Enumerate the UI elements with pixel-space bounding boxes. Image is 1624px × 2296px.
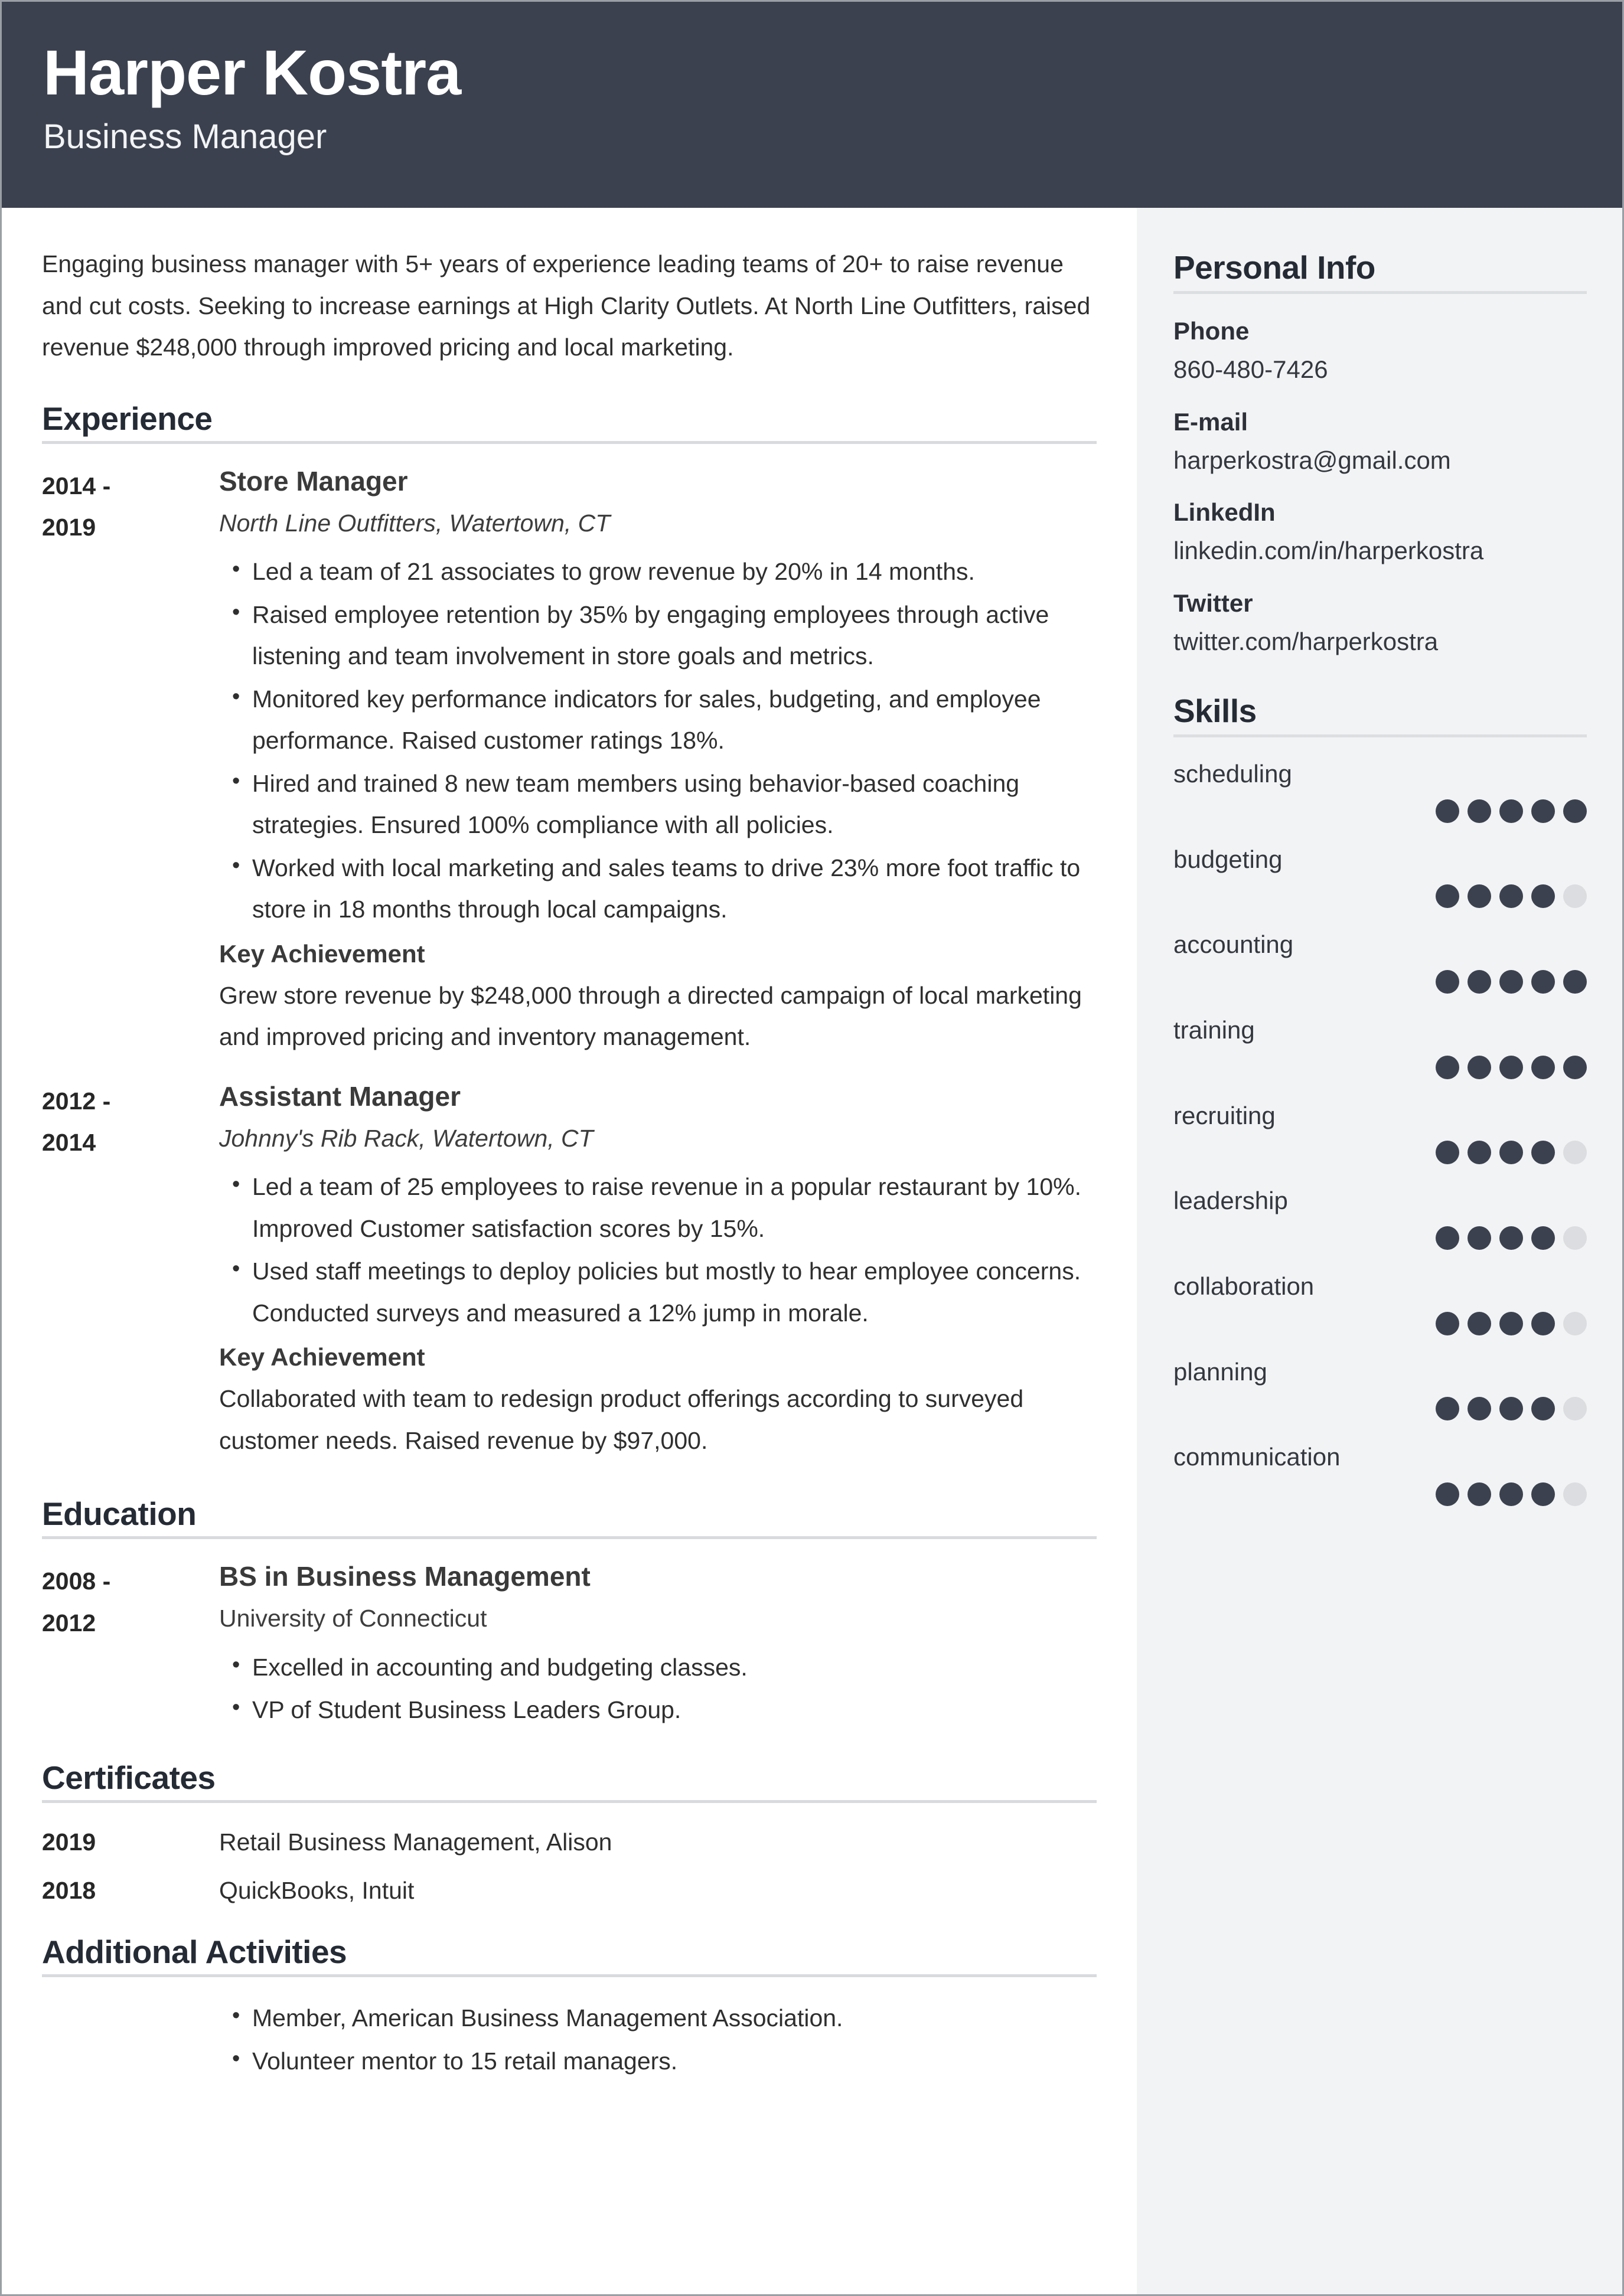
rating-dot-filled-icon [1531,1141,1555,1164]
entry-details [219,1079,1097,1472]
section-divider [42,441,1097,444]
skill-rating-dots [1173,1141,1587,1164]
rating-dot-empty-icon [1563,1397,1587,1420]
email-value[interactable]: harperkostra@gmail.com [1173,446,1451,474]
section-heading-additional-activities: Additional Activities [42,1934,347,1971]
phone-value[interactable]: 860-480-7426 [1173,355,1328,384]
skill-rating-dots [1173,1482,1587,1506]
degree-title: BS in Business Management [219,1561,591,1592]
skill-rating-dots [1173,1226,1587,1250]
section-heading-experience: Experience [42,400,213,437]
rating-dot-filled-icon [1563,799,1587,823]
section-divider [1173,291,1587,294]
resume-body [2,208,1622,2294]
entry-date-end: 2019 [42,514,96,541]
rating-dot-empty-icon [1563,1312,1587,1335]
rating-dot-filled-icon [1468,1141,1491,1164]
key-achievement-label: Key Achievement [219,1343,425,1371]
entry-date-range [42,1559,219,1644]
skill-name: collaboration [1173,1272,1315,1300]
rating-dot-filled-icon [1499,799,1523,823]
section-heading-skills: Skills [1173,692,1257,729]
skill-name: scheduling [1173,759,1292,788]
section-heading-personal-info: Personal Info [1173,249,1375,286]
skill-name: recruiting [1173,1101,1276,1129]
rating-dot-filled-icon [1468,1226,1491,1250]
skill-name: training [1173,1015,1255,1044]
candidate-job-title: Business Manager [43,117,327,156]
education-bullet-list [219,1647,1097,1731]
job-title: Store Manager [219,465,408,497]
rating-dot-filled-icon [1436,884,1459,908]
job-bullet-list [219,551,1097,930]
rating-dot-filled-icon [1468,1397,1491,1420]
personal-info-item-linkedin [1173,495,1587,569]
list-item: • Volunteer mentor to 15 retail managers. [252,2040,1097,2082]
rating-dot-filled-icon [1531,1226,1555,1250]
skill-name: leadership [1173,1187,1288,1215]
entry-date-start: 2008 - [42,1567,111,1595]
entry-date-start: 2012 - [42,1087,111,1115]
job-title: Assistant Manager [219,1080,461,1112]
info-label: Phone [1173,317,1250,345]
rating-dot-filled-icon [1563,970,1587,994]
rating-dot-filled-icon [1499,1056,1523,1079]
skill-item [1173,1356,1587,1421]
section-divider [42,1974,1097,1977]
rating-dot-filled-icon [1531,1482,1555,1506]
rating-dot-filled-icon [1468,1312,1491,1335]
entry-date-start: 2014 - [42,472,111,499]
skill-name: accounting [1173,930,1294,959]
skill-rating-dots [1173,884,1587,908]
info-label: LinkedIn [1173,498,1276,527]
skill-rating-dots [1173,1312,1587,1335]
section-certificates [42,1759,1097,1910]
rating-dot-filled-icon [1531,884,1555,908]
list-item: • Led a team of 25 employees to raise revenue in a popular restaurant by 10%. Improved Customer satisfaction scores by 15%. [252,1166,1097,1249]
rating-dot-filled-icon [1468,970,1491,994]
entry-date-end: 2014 [42,1129,96,1157]
sidebar-section-skills [1173,693,1587,1506]
main-column [2,208,1137,2294]
skills-list [1173,757,1587,1506]
entry-date-range [42,1079,219,1164]
rating-dot-filled-icon [1531,1056,1555,1079]
certificate-row [42,1823,1097,1862]
linkedin-value[interactable]: linkedin.com/in/harperkostra [1173,537,1484,565]
rating-dot-filled-icon [1531,1312,1555,1335]
list-item: • Raised employee retention by 35% by engaging employees through active listening and team involvement in store goals and metrics. [252,594,1097,677]
twitter-value[interactable]: twitter.com/harperkostra [1173,627,1439,655]
section-experience [42,400,1097,1472]
section-divider [1173,734,1587,737]
skill-item [1173,843,1587,909]
skill-name: communication [1173,1443,1341,1471]
rating-dot-filled-icon [1436,1056,1459,1079]
skill-name: budgeting [1173,845,1283,873]
skill-item [1173,1270,1587,1335]
rating-dot-filled-icon [1468,799,1491,823]
personal-info-item-email [1173,405,1587,478]
activities-wrapper [42,1997,1097,2082]
activities-bullet-list [219,1997,1097,2082]
rating-dot-filled-icon [1468,1482,1491,1506]
sidebar-column [1137,208,1622,2294]
list-item: • Led a team of 21 associates to grow revenue by 20% in 14 months. [252,551,1097,593]
list-item: • Worked with local marketing and sales teams to drive 23% more foot traffic to store in 18 months through local campaigns. [252,847,1097,930]
rating-dot-filled-icon [1436,1141,1459,1164]
list-item: • Used staff meetings to deploy policies but mostly to hear employee concerns. Conducted surveys and measured a 12% jump in morale. [252,1250,1097,1334]
rating-dot-filled-icon [1499,1397,1523,1420]
list-item: • VP of Student Business Leaders Group. [252,1689,1097,1731]
rating-dot-empty-icon [1563,1226,1587,1250]
list-item: • Member, American Business Management Association. [252,1997,1097,2039]
rating-dot-filled-icon [1436,1397,1459,1420]
rating-dot-filled-icon [1468,884,1491,908]
certificate-row [42,1872,1097,1910]
education-entry [42,1559,1097,1735]
certificate-name: Retail Business Management, Alison [219,1828,612,1856]
entry-date-range [42,464,219,548]
job-organization: Johnny's Rib Rack, Watertown, CT [219,1124,593,1152]
skill-name: planning [1173,1357,1267,1386]
certificate-year: 2019 [42,1828,96,1856]
professional-summary: Engaging business manager with 5+ years of experience leading teams of 20+ to raise revenue and cut costs. Seeking to increase earnings at High Clarity Outlets. At North Line Outfitters, raised revenue $248,000 through improved pricing and local marketing. [42,250,1091,361]
certificate-name: QuickBooks, Intuit [219,1876,415,1904]
experience-entry [42,1079,1097,1472]
section-divider [42,1536,1097,1539]
experience-entry [42,464,1097,1069]
rating-dot-filled-icon [1531,799,1555,823]
school-name: University of Connecticut [219,1605,487,1632]
personal-info-item-phone [1173,314,1587,387]
key-achievement-label: Key Achievement [219,939,425,968]
job-organization: North Line Outfitters, Watertown, CT [219,509,611,537]
section-additional-activities [42,1934,1097,2082]
list-item: • Excelled in accounting and budgeting classes. [252,1647,1097,1688]
entry-details [219,464,1097,1069]
rating-dot-filled-icon [1436,1312,1459,1335]
rating-dot-filled-icon [1499,1482,1523,1506]
entry-details [219,1559,1097,1735]
skill-item [1173,757,1587,823]
skill-item [1173,1099,1587,1165]
rating-dot-filled-icon [1436,799,1459,823]
rating-dot-filled-icon [1531,1397,1555,1420]
rating-dot-filled-icon [1499,1312,1523,1335]
skill-item [1173,1441,1587,1506]
skill-item [1173,1014,1587,1079]
skill-item [1173,1184,1587,1250]
skill-item [1173,928,1587,994]
entry-date-end: 2012 [42,1609,96,1637]
rating-dot-filled-icon [1468,1056,1491,1079]
rating-dot-filled-icon [1436,1226,1459,1250]
list-item: • Monitored key performance indicators for sales, budgeting, and employee performance. Raised customer ratings 18%. [252,678,1097,762]
rating-dot-filled-icon [1499,970,1523,994]
skill-rating-dots [1173,970,1587,994]
section-divider [42,1800,1097,1803]
key-achievement-text: Collaborated with team to redesign product offerings according to surveyed customer needs. Raised revenue by $97,000. [219,1385,1024,1454]
rating-dot-filled-icon [1499,884,1523,908]
rating-dot-empty-icon [1563,884,1587,908]
section-education [42,1495,1097,1736]
key-achievement-text: Grew store revenue by $248,000 through a directed campaign of local marketing and improved pricing and inventory management. [219,981,1082,1051]
rating-dot-filled-icon [1499,1226,1523,1250]
info-label: E-mail [1173,407,1248,436]
rating-dot-filled-icon [1563,1056,1587,1079]
rating-dot-filled-icon [1436,970,1459,994]
list-item: • Hired and trained 8 new team members using behavior-based coaching strategies. Ensured 100% compliance with all policies. [252,763,1097,846]
skill-rating-dots [1173,799,1587,823]
skill-rating-dots [1173,1397,1587,1420]
personal-info-item-twitter [1173,586,1587,659]
sidebar-section-personal-info [1173,249,1587,659]
job-bullet-list [219,1166,1097,1334]
section-heading-certificates: Certificates [42,1759,216,1796]
rating-dot-filled-icon [1436,1482,1459,1506]
section-heading-education: Education [42,1495,197,1533]
rating-dot-empty-icon [1563,1482,1587,1506]
skill-rating-dots [1173,1056,1587,1079]
rating-dot-filled-icon [1499,1141,1523,1164]
candidate-name: Harper Kostra [43,37,461,108]
rating-dot-empty-icon [1563,1141,1587,1164]
rating-dot-filled-icon [1531,970,1555,994]
certificate-year: 2018 [42,1876,96,1904]
resume-header-banner [2,2,1622,208]
info-label: Twitter [1173,589,1253,618]
